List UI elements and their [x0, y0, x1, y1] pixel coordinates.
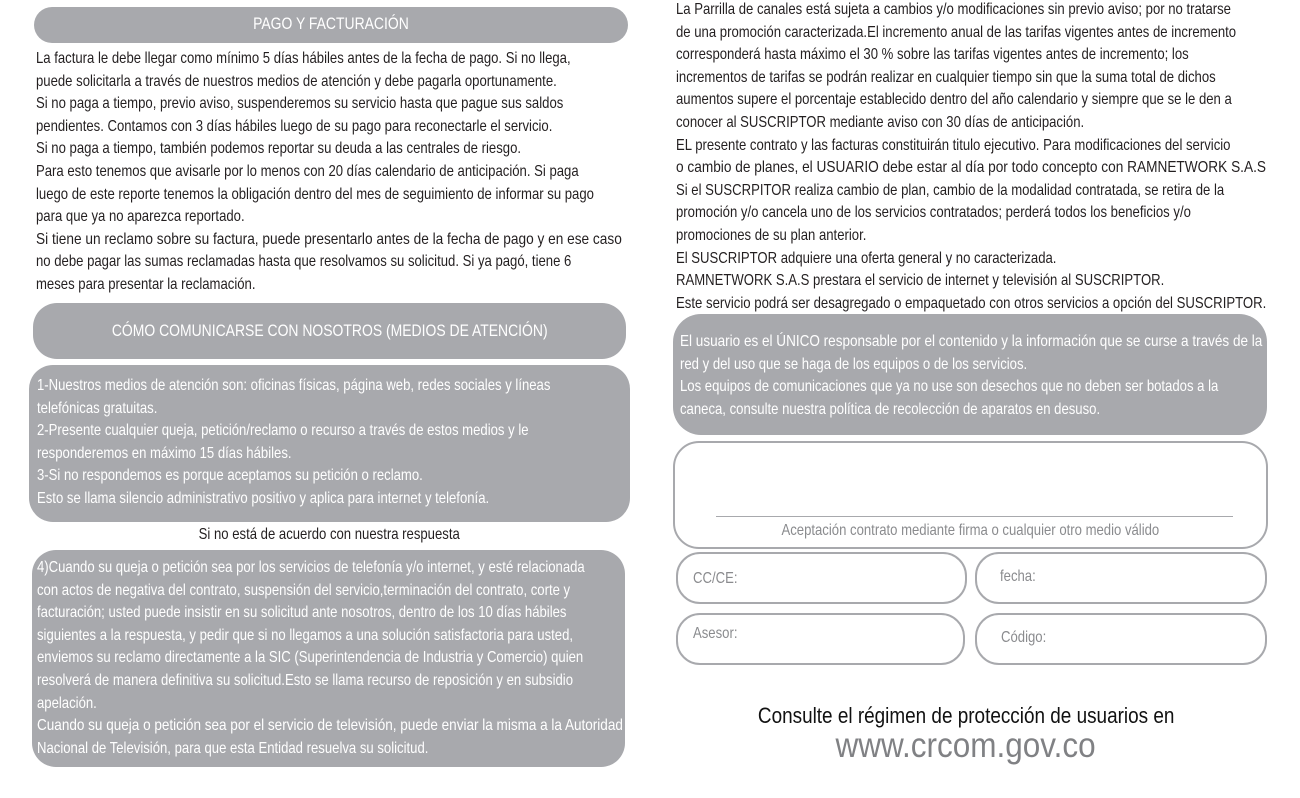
condiciones-body — [676, 0, 1268, 315]
text-line: Si tiene un reclamo sobre su factura, puede presentarlo antes de la fecha de pago y en ese caso — [36, 230, 622, 248]
signature-field[interactable] — [673, 441, 1268, 549]
text-line: Si no paga a tiempo, también podemos reportar su deuda a las centrales de riesgo. — [36, 140, 522, 158]
text-line: siguientes a la respuesta, y pedir que si no llegamos a una solución satisfactoria para usted, — [37, 626, 574, 644]
text-line: apelación. — [37, 694, 97, 712]
recurso-body — [37, 557, 627, 760]
signature-label: Aceptación contrato mediante firma o cualquier otro medio válido — [781, 522, 1160, 539]
cc-ce-field[interactable]: CC/CE: — [676, 552, 967, 604]
fecha-field[interactable]: fecha: — [975, 552, 1267, 604]
text-line: o cambio de planes, el USUARIO debe estar al día por todo concepto con RAMNETWORK S.A.S — [676, 159, 1266, 177]
text-line: de una promoción caracterizada.El incremento anual de las tarifas vigentes antes de incremento — [676, 23, 1237, 41]
text-line: responderemos en máximo 15 días hábiles. — [37, 444, 292, 462]
text-line: promociones de su plan anterior. — [676, 226, 867, 244]
text-line: Para esto tenemos que avisarle por lo menos con 20 días calendario de anticipación. Si paga — [36, 162, 579, 180]
text-line: El SUSCRIPTOR adquiere una oferta general y no caracterizada. — [676, 249, 1057, 267]
text-line: enviemos su reclamo directamente a la SIC (Superintendencia de Industria y Comercio) quien — [37, 649, 584, 667]
text-line: RAMNETWORK S.A.S prestara el servicio de internet y televisión al SUSCRIPTOR. — [676, 272, 1165, 290]
text-line: La Parrilla de canales está sujeta a cambios y/o modificaciones sin previo aviso; por no tratarse — [676, 1, 1231, 18]
responsabilidad-body — [680, 331, 1270, 421]
contacto-title: CÓMO COMUNICARSE CON NOSOTROS (MEDIOS DE ATENCIÓN) — [111, 321, 548, 340]
text-line: facturación; usted puede insistir en su solicitud ante nosotros, dentro de los 10 días hábiles — [37, 604, 567, 622]
text-line: meses para presentar la reclamación. — [36, 275, 256, 293]
text-line: 1-Nuestros medios de atención son: oficinas físicas, página web, redes sociales y líneas — [37, 377, 551, 394]
text-line: 4)Cuando su queja o petición sea por los servicios de telefonía y/o internet, y esté relacionada — [37, 559, 585, 576]
text-line: caneca, consulte nuestra política de recolección de aparatos en desuso. — [680, 400, 1101, 418]
pago-title-bar — [34, 7, 628, 43]
text-line: Cuando su queja o petición sea por el servicio de televisión, puede enviar la misma a la Autoridad — [37, 717, 623, 735]
responsabilidad-panel — [673, 314, 1267, 435]
text-line: Este servicio podrá ser desagregado o empaquetado con otros servicios a opción del SUSCRIPTOR. — [676, 294, 1267, 312]
text-line: red y del uso que se haga de los equipos o de los servicios. — [680, 355, 1028, 373]
pago-body — [36, 48, 626, 297]
text-line: pendientes. Contamos con 3 días hábiles luego de su pago para reconectarle el servicio. — [36, 117, 553, 135]
text-line: resolverá de manera definitiva su solicitud.Esto se llama recurso de reposición y en subsidio — [37, 671, 574, 689]
text-line: Si no paga a tiempo, previo aviso, suspenderemos su servicio hasta que pague sus saldos — [36, 95, 564, 113]
codigo-field[interactable]: Código: — [975, 613, 1267, 665]
footer-text: Consulte el régimen de protección de usuarios en — [757, 703, 1175, 728]
text-line: incrementos de tarifas se podrán realizar en cualquier tiempo sin que la suma total de dichos — [676, 68, 1216, 86]
text-line: aumentos supere el porcentaje establecido dentro del año calendario y siempre que se le den a — [676, 91, 1232, 109]
text-line: luego de este reporte tenemos la obligación dentro del mes de seguimiento de informar su pago — [36, 185, 594, 203]
footer-url[interactable]: www.crcom.gov.co — [835, 726, 1097, 765]
contacto-body — [37, 375, 627, 511]
text-line: Si el SUSCRPITOR realiza cambio de plan, cambio de la modalidad contratada, se retira de la — [676, 181, 1225, 199]
text-line: Los equipos de comunicaciones que ya no use son desechos que no deben ser botados a la — [680, 378, 1219, 396]
text-line: corresponderá hasta máximo el 30 % sobre las tarifas vigentes antes de incremento; los — [676, 46, 1189, 64]
text-line: EL presente contrato y las facturas constituirán titulo ejecutivo. Para modificaciones del servicio — [676, 136, 1231, 154]
desacuerdo-heading: Si no está de acuerdo con nuestra respuesta — [198, 526, 461, 543]
text-line: con actos de negativa del contrato, suspensión del servicio,terminación del contrato, corte y — [37, 581, 571, 599]
contacto-title-bar — [33, 303, 626, 359]
contacto-panel — [29, 365, 630, 522]
text-line: no debe pagar las sumas reclamadas hasta que resolvamos su solicitud. Si ya pagó, tiene 6 — [36, 253, 572, 271]
signature-line — [716, 516, 1233, 517]
text-line: 2-Presente cualquier queja, petición/reclamo o recurso a través de estos medios y le — [37, 422, 529, 440]
asesor-field[interactable]: Asesor: — [676, 613, 965, 665]
text-line: El usuario es el ÚNICO responsable por el contenido y la información que se curse a través de la — [680, 333, 1263, 350]
text-line: telefónicas gratuitas. — [37, 399, 158, 417]
text-line: La factura le debe llegar como mínimo 5 días hábiles antes de la fecha de pago. Si no llega, — [36, 50, 571, 67]
text-line: Nacional de Televisión, para que esta Entidad resuelva su solicitud. — [37, 739, 429, 757]
text-line: conocer al SUSCRIPTOR mediante aviso con 30 días de anticipación. — [676, 113, 1085, 131]
recurso-panel — [32, 550, 625, 767]
text-line: 3-Si no respondemos es porque aceptamos su petición o reclamo. — [37, 467, 423, 485]
text-line: Esto se llama silencio administrativo positivo y aplica para internet y telefonía. — [37, 489, 490, 507]
text-line: promoción y/o cancela uno de los servicios contratados; perderá todos los beneficios y/o — [676, 204, 1191, 222]
text-line: para que ya no aparezca reportado. — [36, 208, 245, 226]
text-line: puede solicitarla a través de nuestros medios de atención y debe pagarla oportunamente. — [36, 72, 557, 90]
pago-title: PAGO Y FACTURACIÓN — [253, 14, 409, 33]
